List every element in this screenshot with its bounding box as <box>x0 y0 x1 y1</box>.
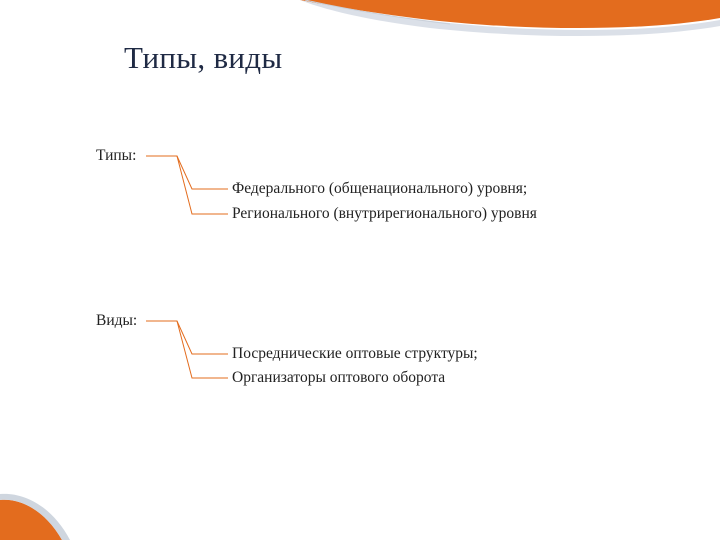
group-label-kinds: Виды: <box>96 312 138 329</box>
list-item: Посреднические оптовые структуры; <box>232 345 478 362</box>
slide-title: Типы, виды <box>124 40 283 75</box>
group-label-types: Типы: <box>96 147 137 164</box>
list-item: Федерального (общенационального) уровня; <box>232 180 528 197</box>
list-item: Организаторы оптового оборота <box>232 369 446 386</box>
list-item: Регионального (внутрирегионального) уровня <box>232 205 537 222</box>
